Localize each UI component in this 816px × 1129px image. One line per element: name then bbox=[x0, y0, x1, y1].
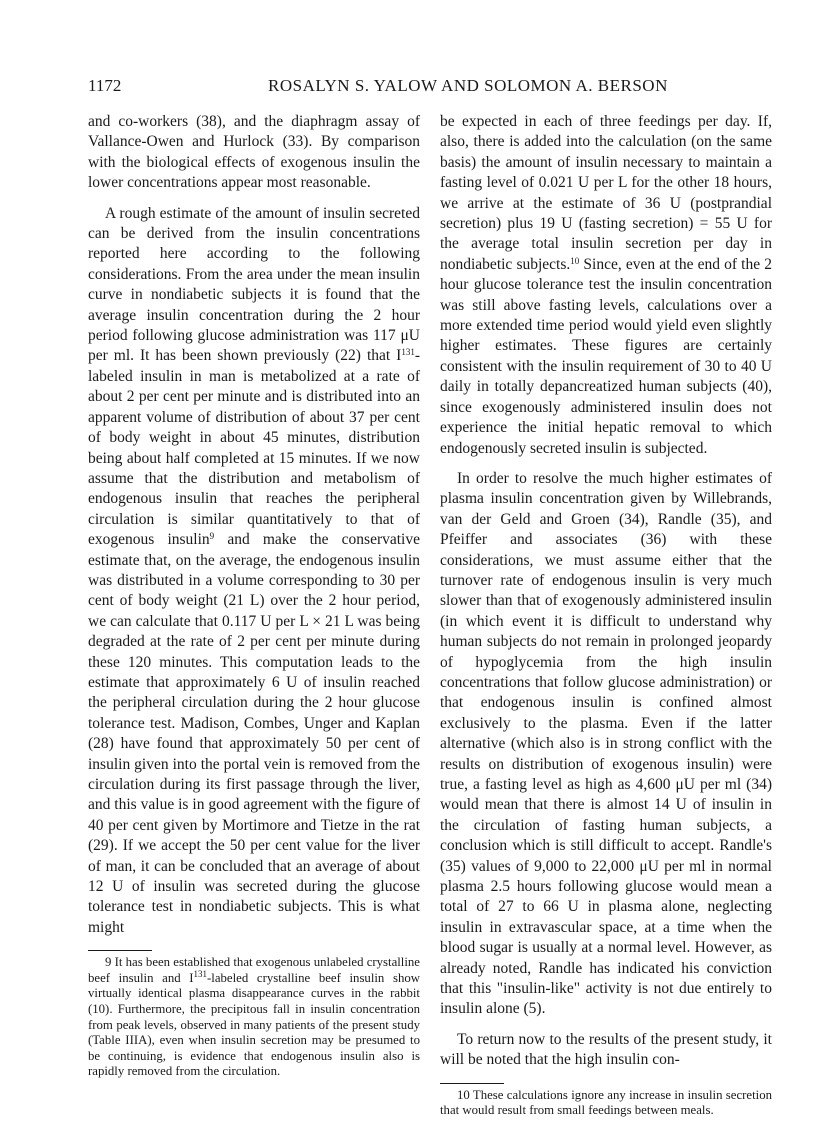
paragraph-text: A rough estimate of the amount of insulin secreted can be derived from the insulin concentrations reported here according to the following considerations. From the area under the mean insulin curve in nondiabetic subjects it is found that the average insulin concentration during the 2 hour period following glucose administration was 117 μU per ml. It has been shown previously (22) that I bbox=[88, 204, 420, 365]
paragraph bbox=[440, 112, 772, 459]
footnote-text: -labeled crystalline beef insulin show virtually identical plasma disappearance curves in the rabbit (10). Furthermore, the precipitous fall in insulin concentration from peak levels, observed in many patients of the present study (Table IIIA), even when insulin secretion may be presumed to be continuing, is evidence that endogenous insulin also is rapidly removed from the circulation. bbox=[88, 970, 420, 1079]
paragraph: and co-workers (38), and the diaphragm assay of Vallance-Owen and Hurlock (33). By comparison with the biological effects of exogenous insulin the lower concentrations appear most reasonable. bbox=[88, 113, 420, 192]
paragraph: To return now to the results of the present study, it will be noted that the high insulin con- bbox=[440, 1030, 772, 1069]
footnote-marker: 9 bbox=[209, 531, 215, 542]
footnote-rule bbox=[440, 1083, 504, 1084]
footnote-marker: 10 bbox=[570, 255, 580, 266]
paragraph: In order to resolve the much higher estimates of plasma insulin concentration given by Willebrands, van der Geld and Groen (34), Randle (35), and Pfeiffer and associates (36) with these considerations, we must assume either that the turnover rate of endogenous insulin is very much slower than that of exogenously administered insulin (in which event it is difficult to understand why human subjects do not remain in prolonged jeopardy of hypoglycemia from the high insulin concentrations that follow glucose administration) or that endogenous insulin is confined almost exclusively to the plasma. Even if the latter alternative (which also is in strong conflict with the results on distribution of exogenous insulin) were true, a fasting level as high as 4,600 μU per ml (34) would mean that there is almost 14 U of insulin in the circulation of fasting human subjects, a conclusion which is still difficult to accept. Randle's (35) values of 9,000 to 22,000 μU per ml in normal plasma 2.5 hours following glucose would mean a total of 27 to 66 U in plasma alone, neglecting insulin in extravascular space, at a time when the blood sugar is usually at a normal level. However, as already noted, Randle has indicated his conviction that this "insulin-like" activity is not due entirely to insulin alone (5). bbox=[440, 469, 772, 1018]
superscript: 131 bbox=[401, 347, 415, 358]
footnote-9 bbox=[88, 955, 420, 1080]
superscript: 131 bbox=[193, 968, 208, 979]
running-header bbox=[88, 76, 778, 100]
paragraph-text: be expected in each of three feedings per day. If, also, there is added into the calculation (on the same basis) the amount of insulin necessary to maintain a fasting level of 0.021 U per L for the other 18 hours, we arrive at the estimate of 36 U (postprandial secretion) plus 19 U (fasting secretion) = 55 U for the average total insulin secretion per day in nondiabetic subjects. bbox=[440, 113, 772, 273]
right-column bbox=[440, 112, 772, 1129]
page-number: 1172 bbox=[88, 76, 122, 95]
paragraph bbox=[88, 204, 420, 939]
running-head-authors: ROSALYN S. YALOW AND SOLOMON A. BERSON bbox=[268, 76, 668, 95]
left-column bbox=[88, 112, 420, 1090]
footnote-rule bbox=[88, 950, 152, 951]
paragraph-text: and make the conservative estimate that, on the average, the endogenous insulin was distributed in a volume corresponding to 30 per cent of body weight (21 L) over the 2 hour period, we can calculate that 0.117 U per L × 21 L was being degraded at the rate of 2 per cent per minute during these 120 minutes. This computation leads to the estimate that approximately 6 U of insulin reached the peripheral circulation during the 2 hour glucose tolerance test. Madison, Combes, Unger and Kaplan (28) have found that approximately 50 per cent of insulin given into the portal vein is removed from the circulation during its first passage through the liver, and this value is in good agreement with the figure of 40 per cent given by Mortimore and Tietze in the rat (29). If we accept the 50 per cent value for the liver of man, it can be concluded that an average of about 12 U of insulin was secreted during the glucose tolerance test in nondiabetic subjects. This is what might bbox=[88, 531, 420, 936]
paragraph-text: -labeled insulin in man is metabolized at a rate of about 2 per cent per minute and is distributed into an apparent volume of distribution of about 37 per cent of body weight in about 45 minutes, distribution being about half completed at 15 minutes. If we now assume that the distribution and metabolism of endogenous insulin that reaches the peripheral circulation is similar quantitatively to that of exogenous insulin bbox=[88, 347, 420, 549]
footnote-10: 10 These calculations ignore any increase in insulin secretion that would result from small feedings between meals. bbox=[440, 1087, 772, 1118]
paragraph-text: Since, even at the end of the 2 hour glucose tolerance test the insulin concentration was still above fasting levels, calculations over a more extended time period would yield even slightly higher estimates. These figures are certainly consistent with the insulin requirement of 30 to 40 U daily in totally depancreatized human subjects (40), since exogenously administered insulin does not experience the initial hepatic removal to which endogenously secreted insulin is subjected. bbox=[440, 255, 773, 457]
footnote-text: 9 It has been established that exogenous unlabeled crystalline beef insulin and I bbox=[88, 955, 420, 985]
